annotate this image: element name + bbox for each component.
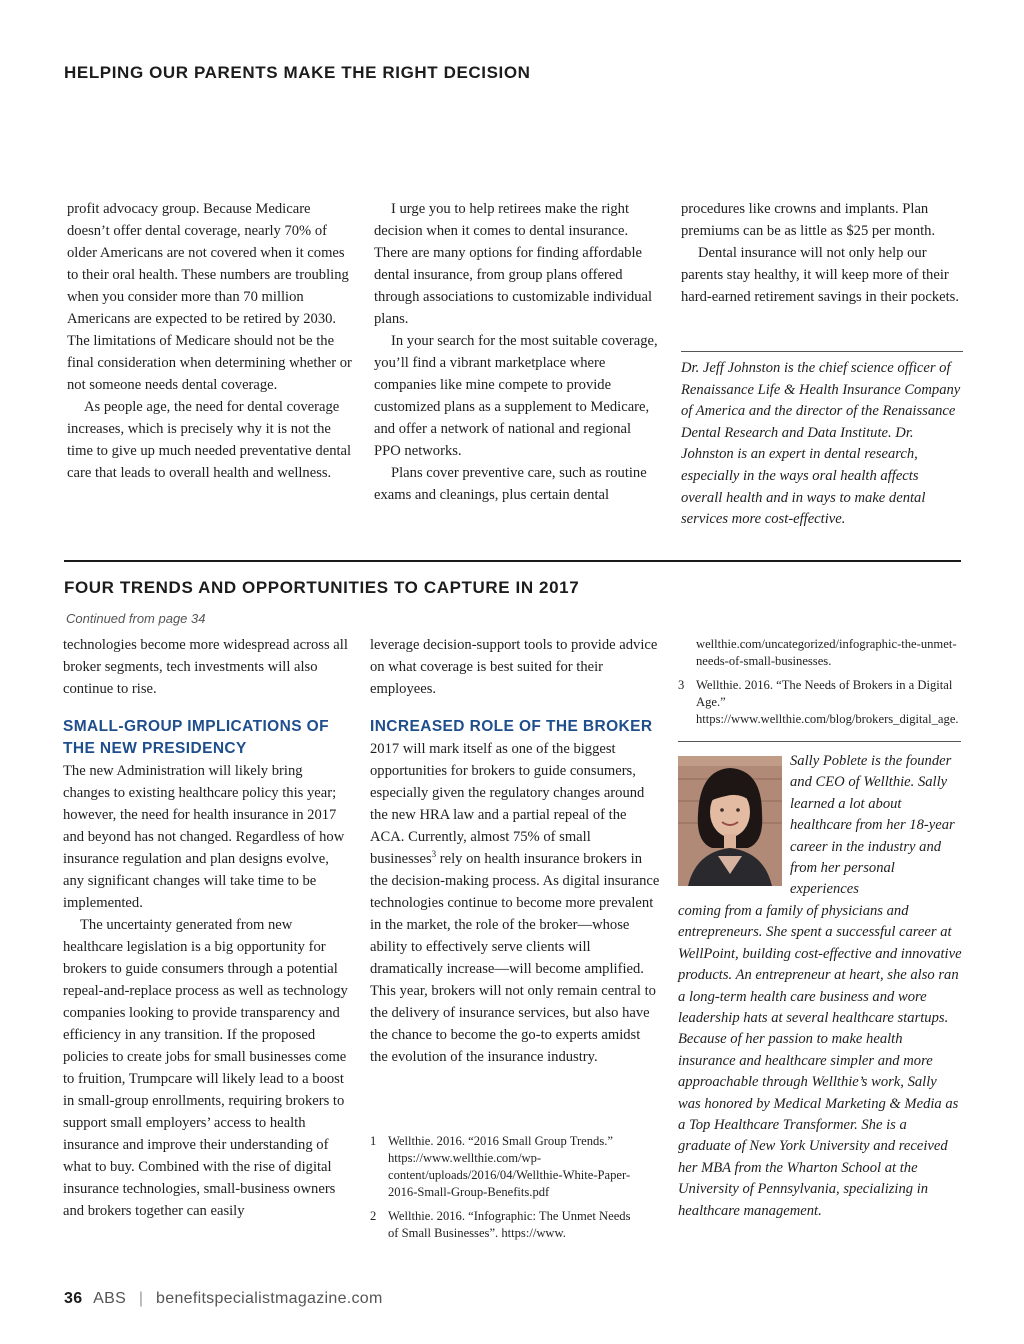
footnote-ref-3: 3 — [431, 849, 437, 860]
article1-column-1 — [67, 198, 352, 484]
article1-col2-para-3: Plans cover preventive care, such as routine exams and cleanings, plus certain dental — [374, 465, 647, 503]
author-bio-poblete-top — [790, 751, 962, 901]
article1-col1-para-2: As people age, the need for dental coverage increases, which is precisely why it is not the time to give up much needed preventative dental care that leads to overall health and wellness. — [67, 399, 352, 481]
subhead-small-group-implications: SMALL-GROUP IMPLICATIONS OF THE NEW PRESIDENCY — [63, 718, 329, 757]
page-footer — [64, 1290, 383, 1308]
article2-col2-para-1-part-b: rely on health insurance brokers in the decision-making process. As digital insurance technologies continue to become more prevalent in the market, the role of the broker—whose ability to effectively serve clients will dramatically increase—will become amplified. This year, brokers will not only remain central to the delivery of insurance services, but also have the chance to become the go-to experts amidst the evolution of the insurance industry. — [370, 851, 660, 1065]
article2-col1-para-2: The uncertainty generated from new healthcare legislation is a big opportunity for brokers to guide consumers through a potential repeal-and-replace process as well as technology companies looking to provide transparency and efficiency in any transition. If the proposed policies to create jobs for small businesses come to fruition, Trumpcare will likely lead to a boost in small-group enrollments, requiring brokers to support small employers’ access to health insurance and improve their understanding of what to buy. Combined with the rise of digital insurance technologies, small-business owners and brokers together can easily — [63, 917, 348, 1219]
article2-title: FOUR TRENDS AND OPPORTUNITIES TO CAPTURE IN 2017 — [64, 578, 580, 597]
page-header-title: HELPING OUR PARENTS MAKE THE RIGHT DECISION — [64, 63, 531, 82]
continued-note: Continued from page 34 — [66, 611, 206, 626]
article2-col2-para-1 — [370, 738, 660, 1068]
article1-col1-para-1: profit advocacy group. Because Medicare doesn’t offer dental coverage, nearly 70% of older Americans are not covered when it comes to their oral health. These numbers are troubling when you consider more than 70 million Americans are expected to be retired by 2030. The limitations of Medicare should not be the final consideration when determining whether or not someone needs dental coverage. — [67, 201, 352, 393]
publication-name: ABS — [93, 1290, 127, 1307]
article1-column-2 — [374, 198, 659, 506]
author-portrait-icon — [678, 756, 782, 886]
author-bio-johnston — [681, 358, 963, 531]
footer-separator: | — [138, 1290, 144, 1307]
bio-divider — [681, 351, 963, 352]
section-divider — [64, 560, 961, 562]
footnote-1-number: 1 — [370, 1134, 377, 1148]
footnote-2-continued: wellthie.com/uncategorized/infographic-the-unmet-needs-of-small-businesses. — [696, 637, 957, 668]
author-bio-poblete-top-text: Sally Poblete is the founder and CEO of Wellthie. Sally learned a lot about healthcare from her 18-year career in the industry and from her personal experiences — [790, 753, 955, 898]
article2-col1-intro: technologies become more widespread across all broker segments, tech investments will also continue to rise. — [63, 637, 348, 697]
article1-col2-para-2: In your search for the most suitable coverage, you’ll find a vibrant marketplace where companies like mine compete to provide customized plans as a supplement to Medicare, and offer a network of national and regional PPO networks. — [374, 333, 658, 459]
subhead-increased-role-of-broker: INCREASED ROLE OF THE BROKER — [370, 718, 653, 735]
article2-col1-para-1: The new Administration will likely bring changes to existing healthcare policy this year; however, the need for health insurance in 2017 and beyond has not changed. Regardless of how insurance regulation and plan designs evolve, any significant changes will take time to be implemented. — [63, 763, 345, 911]
footnote-2-text: Wellthie. 2016. “Infographic: The Unmet Needs of Small Businesses”. https://www. — [388, 1209, 631, 1240]
article2-col2-intro: leverage decision-support tools to provide advice on what coverage is best suited for their employees. — [370, 637, 658, 697]
footnote-3-number: 3 — [678, 678, 685, 692]
footnote-1 — [370, 1133, 660, 1203]
article2-col2-para-1-part-a: 2017 will mark itself as one of the biggest opportunities for brokers to guide consumers, especially given the regulatory changes around the new HRA law and a partial repeal of the ACA. Currently, almost 75% of small businesses — [370, 741, 645, 867]
article1-col3-para-1: procedures like crowns and implants. Plan premiums can be as little as $25 per month. — [681, 201, 936, 239]
bio-divider-2 — [678, 741, 961, 742]
author-bio-poblete-rest-text: coming from a family of physicians and entrepreneurs. She spent a successful career at WellPoint, building cost-effective and innovative products. An entrepreneur at heart, she also ran a long-term health care business and wore leadership hats at several healthcare startups. Because of her passion to make health insurance and healthcare simpler and more approachable through Wellthie’s work, Sally was honored by Medical Marketing & Media as a Top Healthcare Transformer. She is a graduate of New York University and received her MBA from the Wharton School at the University of Pennsylvania, specializing in healthcare management. — [678, 903, 962, 1219]
article2-column-1 — [63, 634, 353, 1222]
footnote-3-text: Wellthie. 2016. “The Needs of Brokers in a Digital Age.” https://www.wellthie.com/blog/brokers_digital_age. — [696, 678, 959, 726]
author-bio-poblete-rest — [678, 901, 962, 1222]
article1-column-3 — [681, 198, 963, 308]
page-number: 36 — [64, 1290, 83, 1307]
article1-col3-para-2: Dental insurance will not only help our parents stay healthy, it will keep more of their hard-earned retirement savings in their pockets. — [681, 245, 959, 305]
footnote-2-number: 2 — [370, 1209, 377, 1223]
article2-column-2 — [370, 634, 660, 1068]
footnote-1-text: Wellthie. 2016. “2016 Small Group Trends.” https://www.wellthie.com/wp-content/uploads/2016/04/Wellthie-White-Paper-2016-Small-Group-Benefits.pdf — [388, 1134, 631, 1199]
article1-col2-para-1: I urge you to help retirees make the right decision when it comes to dental insurance. There are many options for finding affordable dental insurance, from group plans offered through associations to customizable individual plans. — [374, 201, 653, 327]
author-bio-johnston-text: Dr. Jeff Johnston is the chief science officer of Renaissance Life & Health Insurance Company of America and the director of the Renaissance Dental Research and Data Institute. Dr. Johnston is an expert in dental research, especially in the ways oral health affects overall health and in ways to make dental services more cost-effective. — [681, 360, 961, 528]
publication-website: benefitspecialistmagazine.com — [156, 1290, 383, 1307]
footnote-3 — [678, 677, 961, 727]
footnote-2 — [370, 1208, 660, 1248]
author-photo — [678, 756, 782, 886]
